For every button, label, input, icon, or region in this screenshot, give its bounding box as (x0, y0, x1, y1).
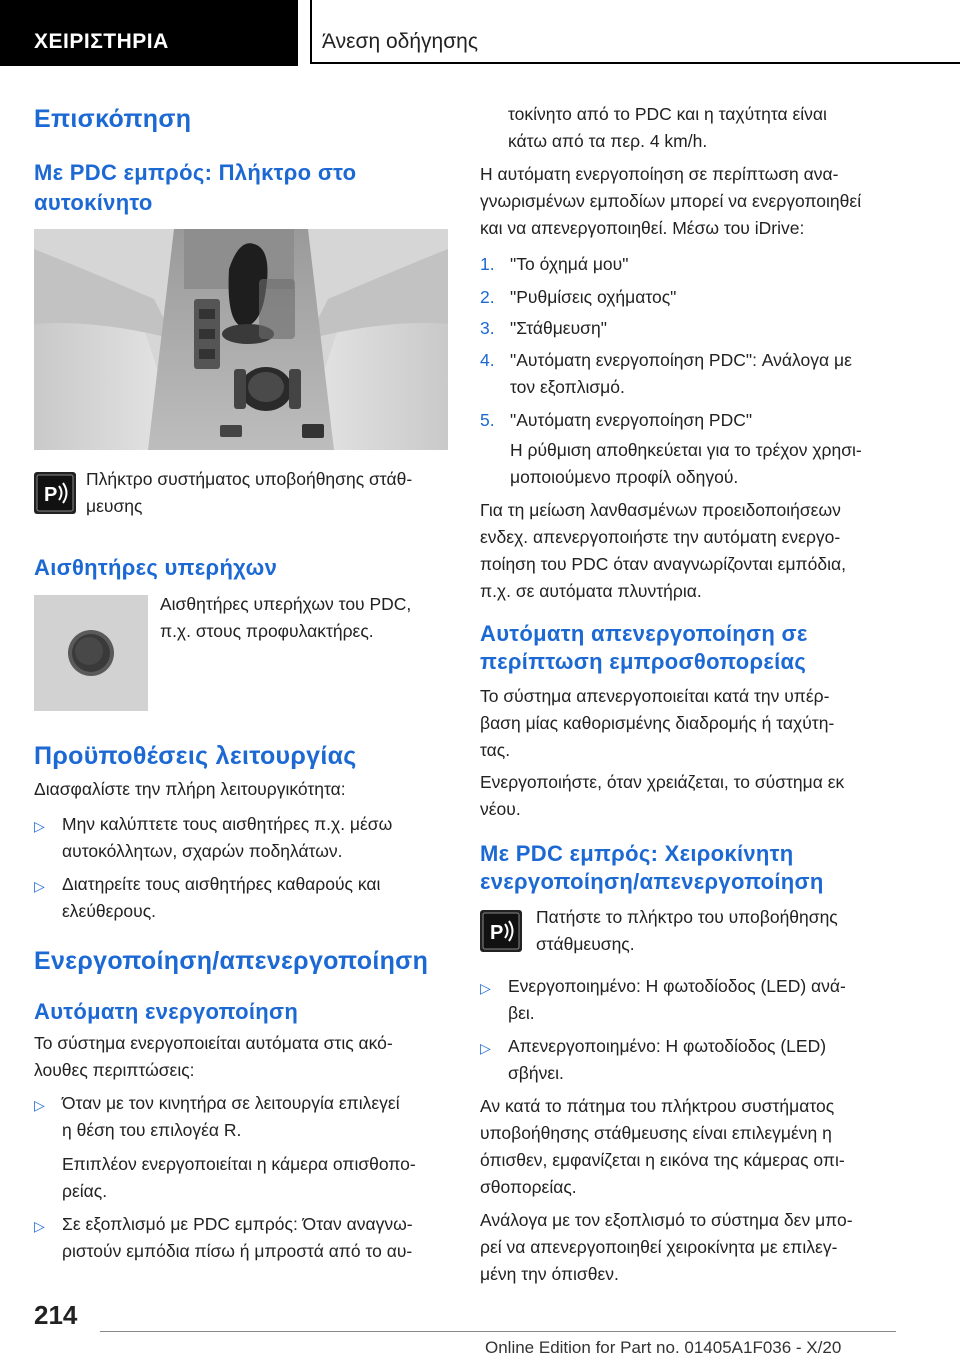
button-caption-line1: Πλήκτρο συστήματος υποβοήθησης στάθ‐ (86, 469, 413, 489)
auto-off-line1: Το σύστημα απενεργοποιείται κατά την υπέρ‐ (480, 686, 830, 706)
svg-text:P: P (44, 484, 58, 506)
auto-text-line2: γνωρισμένων εμποδίων μπορεί να ενεργοποιηθεί (480, 191, 862, 211)
auto-bullet2-line2: ριστούν εμπόδια πίσω ή μπροστά από το αυ‐ (62, 1241, 413, 1261)
step-text: "Αυτόματη ενεργοποίηση PDC" (510, 410, 753, 430)
req-bullet2-line2: ελεύθερους. (62, 901, 157, 921)
requirements-intro: Διασφαλίστε την πλήρη λειτουργικότητα: (34, 779, 346, 799)
step-number: 4. (480, 350, 495, 370)
parking-assist-icon (34, 472, 76, 514)
step-text-cont: τον εξοπλισμό. (510, 377, 625, 397)
step-number: 3. (480, 318, 495, 338)
req-bullet1-line2: αυτοκόλλητων, σχαρών ποδηλάτων. (62, 841, 343, 861)
manual-heading-line2: ενεργοποίηση/απενεργοποίηση (480, 869, 824, 894)
auto-text-line3: και να απενεργοποιηθεί. Μέσω του iDrive: (480, 218, 805, 238)
step-number: 2. (480, 287, 495, 307)
auto-off-line2: βαση μίας καθορισμένης διαδρομής ή ταχύτη‐ (480, 713, 835, 733)
auto-on-text-line1: Το σύστημα ενεργοποιείται αυτόματα στις ακό‐ (34, 1033, 393, 1053)
step-text: "Στάθμευση" (510, 318, 607, 338)
page-number: 214 (34, 1300, 78, 1330)
equip-line3: μένη την όπισθεν. (480, 1264, 619, 1284)
sensor-illustration (34, 595, 148, 711)
auto-off-line3: τας. (480, 740, 511, 760)
equip-line2: ρεί να απενεργοποιηθεί χειροκίνητα με επιλεγ‐ (480, 1237, 838, 1257)
triangle-right-icon: ▷ (34, 818, 45, 834)
led-on-line1: Ενεργοποιημένο: Η φωτοδίοδος (LED) ανά‐ (508, 976, 846, 996)
section-title: Άνεση οδήγησης (322, 30, 478, 53)
auto-off-heading-line2: περίπτωση εμπροσθοπορείας (480, 649, 807, 674)
overview-heading: Επισκόπηση (34, 105, 192, 133)
pdc-button-heading-line1: Με PDC εμπρός: Πλήκτρο στο (34, 160, 357, 185)
auto-on-heading: Αυτόματη ενεργοποίηση (34, 999, 299, 1024)
chapter-title: ΧΕΙΡΙΣΤΗΡΙΑ (34, 30, 169, 53)
footer-divider (100, 1331, 896, 1332)
step-text: "Ρυθμίσεις οχήματος" (510, 287, 677, 307)
req-bullet1-line1: Μην καλύπτετε τους αισθητήρες π.χ. μέσω (62, 814, 393, 834)
button-caption-line2: μευσης (86, 496, 143, 516)
led-on-line2: βει. (508, 1003, 535, 1023)
chapter-tab (0, 0, 298, 66)
step-text: "Το όχημά μου" (510, 254, 629, 274)
step-text: "Αυτόματη ενεργοποίηση PDC": Ανάλογα με (510, 350, 852, 370)
triangle-right-icon: ▷ (480, 1040, 491, 1056)
auto-text-line1: Η αυτόματη ενεργοποίηση σε περίπτωση ανα‐ (480, 164, 839, 184)
manual-heading-line1: Με PDC εμπρός: Χειροκίνητη (480, 841, 794, 866)
triangle-right-icon: ▷ (480, 980, 491, 996)
svg-text:P: P (490, 922, 504, 944)
step5-note-line2: μοποιούμενο προφίλ οδηγού. (510, 467, 739, 487)
reduce-line3: ποίηση του PDC όταν αναγνωρίζονται εμπόδια, (480, 554, 846, 574)
camera-line1: Αν κατά το πάτημα του πλήκτρου συστήματος (480, 1096, 835, 1116)
auto-bullet1-line2: η θέση του επιλογέα R. (62, 1120, 242, 1140)
auto-bullet1-line1: Όταν με τον κινητήρα σε λειτουργία επιλεγεί (62, 1093, 400, 1113)
continuation-line1: τοκίνητο από το PDC και η ταχύτητα είναι (508, 104, 827, 124)
reduce-line1: Για τη μείωση λανθασμένων προειδοποιήσεων (480, 500, 841, 520)
manual-text-line1: Πατήστε το πλήκτρο του υποβοήθησης (536, 907, 838, 927)
center-console-photo (34, 229, 448, 450)
sensors-text-line1: Αισθητήρες υπερήχων του PDC, (160, 594, 412, 614)
triangle-right-icon: ▷ (34, 878, 45, 894)
onoff-heading: Ενεργοποίηση/απενεργοποίηση (34, 947, 429, 975)
pdc-button-heading-line2: αυτοκίνητο (34, 190, 153, 215)
auto-bullet2-line1: Σε εξοπλισμό με PDC εμπρός: Όταν αναγνω‐ (62, 1214, 413, 1234)
camera-line2: υποβοήθησης στάθμευσης είναι επιλεγμένη η (480, 1123, 832, 1143)
reactivate-line2: νέου. (480, 799, 521, 819)
manual-text-line2: στάθμευσης. (536, 934, 635, 954)
ultrasonic-sensor-photo (34, 595, 148, 711)
camera-line3: όπισθεν, εμφανίζεται η εικόνα της κάμερας οπι‐ (480, 1150, 845, 1170)
center-console-illustration (34, 229, 448, 450)
sensors-heading: Αισθητήρες υπερήχων (34, 555, 278, 580)
reactivate-line1: Ενεργοποιήστε, όταν χρειάζεται, το σύστημα εκ (480, 772, 845, 792)
header-divider-vertical (310, 0, 312, 64)
auto-off-heading-line1: Αυτόματη απενεργοποίηση σε (480, 621, 808, 646)
parking-assist-icon (480, 910, 522, 952)
led-off-line2: σβήνει. (508, 1063, 564, 1083)
equip-line1: Ανάλογα με τον εξοπλισμό το σύστημα δεν μπο‐ (480, 1210, 853, 1230)
req-bullet2-line1: Διατηρείτε τους αισθητήρες καθαρούς και (62, 874, 381, 894)
step5-note-line1: Η ρύθμιση αποθηκεύεται για το τρέχον χρησι‐ (510, 440, 862, 460)
step-number: 5. (480, 410, 495, 430)
continuation-line2: κάτω από τα περ. 4 km/h. (508, 131, 708, 151)
auto-bullet1-extra-line1: Επιπλέον ενεργοποιείται η κάμερα οπισθοπο‐ (62, 1154, 416, 1174)
auto-bullet1-extra-line2: ρείας. (62, 1181, 108, 1201)
auto-on-text-line2: λουθες περιπτώσεις: (34, 1060, 195, 1080)
step-number: 1. (480, 254, 495, 274)
reduce-line2: ενδεχ. απενεργοποιήστε την αυτόματη ενεργο‐ (480, 527, 841, 547)
page-header (0, 0, 960, 66)
requirements-heading: Προϋποθέσεις λειτουργίας (34, 742, 357, 770)
led-off-line1: Απενεργοποιημένο: Η φωτοδίοδος (LED) (508, 1036, 827, 1056)
camera-line4: σθοπορείας. (480, 1177, 577, 1197)
sensors-text-line2: π.χ. στους προφυλακτήρες. (160, 621, 374, 641)
edition-note: Online Edition for Part no. 01405A1F036 - X/20 (485, 1338, 842, 1357)
header-divider-horizontal (310, 62, 960, 64)
reduce-line4: π.χ. σε αυτόματα πλυντήρια. (480, 581, 702, 601)
triangle-right-icon: ▷ (34, 1097, 45, 1113)
triangle-right-icon: ▷ (34, 1218, 45, 1234)
